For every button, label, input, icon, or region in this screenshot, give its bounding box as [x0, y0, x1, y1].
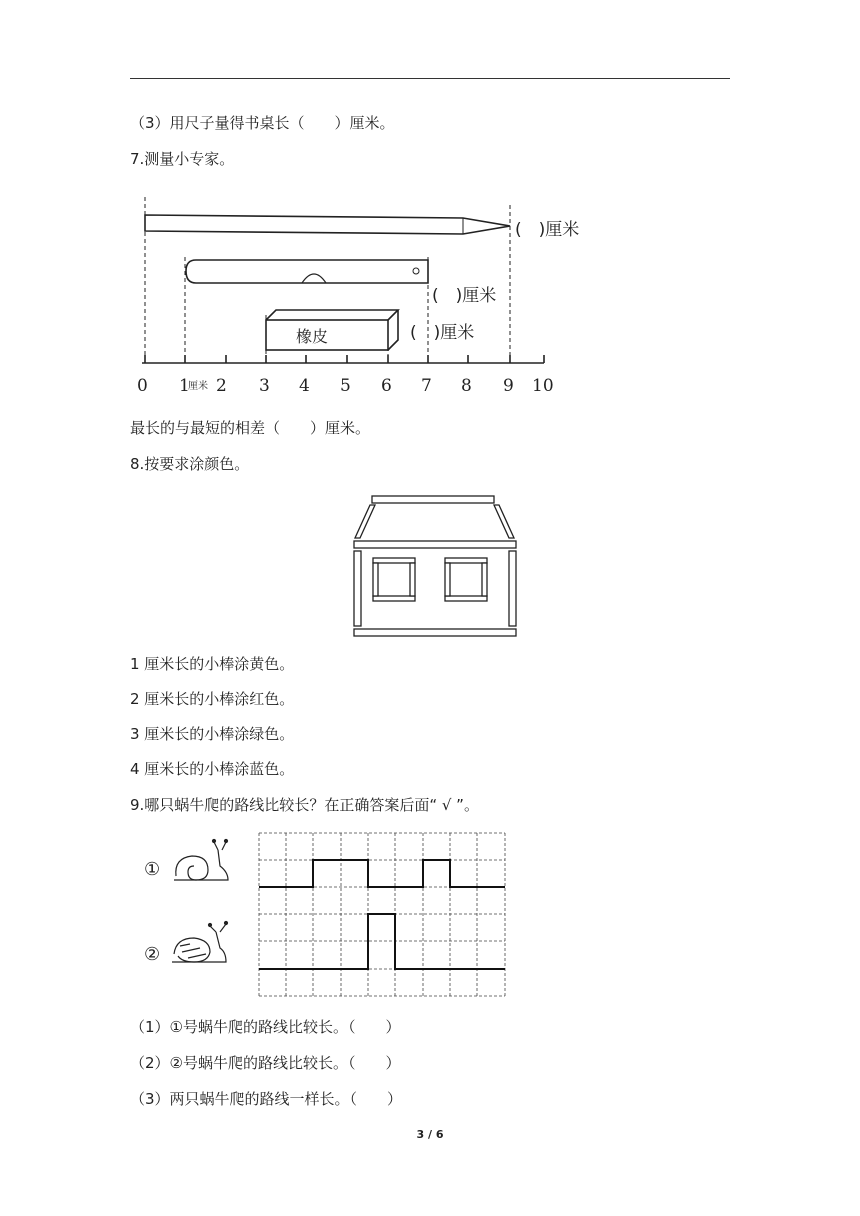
- q7-question: 最长的与最短的相差（ ）厘米。: [130, 419, 371, 437]
- q9-title: 9.哪只蜗牛爬的路线比较长？在正确答案后面“ √ ”。: [130, 796, 479, 814]
- snail-1-label: ①: [144, 859, 161, 880]
- scale-1: 1: [179, 376, 190, 396]
- q8-rule-4: 4 厘米长的小棒涂蓝色。: [130, 760, 295, 778]
- scale-2: 2: [216, 376, 227, 396]
- q6-item3: （3）用尺子量得书桌长（ ）厘米。: [130, 114, 395, 132]
- page-number: 3 / 6: [416, 1128, 444, 1141]
- measuring-figure: [130, 185, 610, 400]
- scale-3: 3: [259, 376, 270, 396]
- q8-rule-1: 1 厘米长的小棒涂黄色。: [130, 655, 295, 673]
- snail-2-label: ②: [144, 944, 161, 965]
- scale-unit: 厘米: [188, 381, 208, 392]
- snail-1-icon: [174, 840, 228, 881]
- scale-5: 5: [340, 376, 351, 396]
- snail-2-icon: [172, 922, 228, 963]
- eraser-answer: ( )厘米: [410, 323, 475, 343]
- scale-7: 7: [421, 376, 432, 396]
- scale-10: 10: [532, 376, 554, 396]
- pencil-answer: ( )厘米: [515, 220, 580, 240]
- scale-4: 4: [299, 376, 310, 396]
- scale-8: 8: [461, 376, 472, 396]
- eraser-label: 橡皮: [296, 327, 329, 346]
- snail-grid-figure: [130, 828, 510, 1000]
- scale-9: 9: [503, 376, 514, 396]
- scale-6: 6: [381, 376, 392, 396]
- q9-option-3: （3）两只蜗牛爬的路线一样长。（ ）: [130, 1090, 403, 1108]
- ruler-answer: ( )厘米: [432, 286, 497, 306]
- q8-rule-3: 3 厘米长的小棒涂绿色。: [130, 725, 295, 743]
- snail-1-path: [259, 860, 505, 887]
- house-sticks-figure: [350, 493, 520, 638]
- q9-option-1: （1）①号蜗牛爬的路线比较长。（ ）: [130, 1018, 401, 1036]
- q7-title: 7.测量小专家。: [130, 150, 235, 168]
- q9-option-2: （2）②号蜗牛爬的路线比较长。（ ）: [130, 1054, 401, 1072]
- q8-rule-2: 2 厘米长的小棒涂红色。: [130, 690, 295, 708]
- scale-0: 0: [137, 376, 148, 396]
- q8-title: 8.按要求涂颜色。: [130, 455, 250, 473]
- header-rule: [130, 78, 730, 79]
- snail-2-path: [259, 914, 505, 969]
